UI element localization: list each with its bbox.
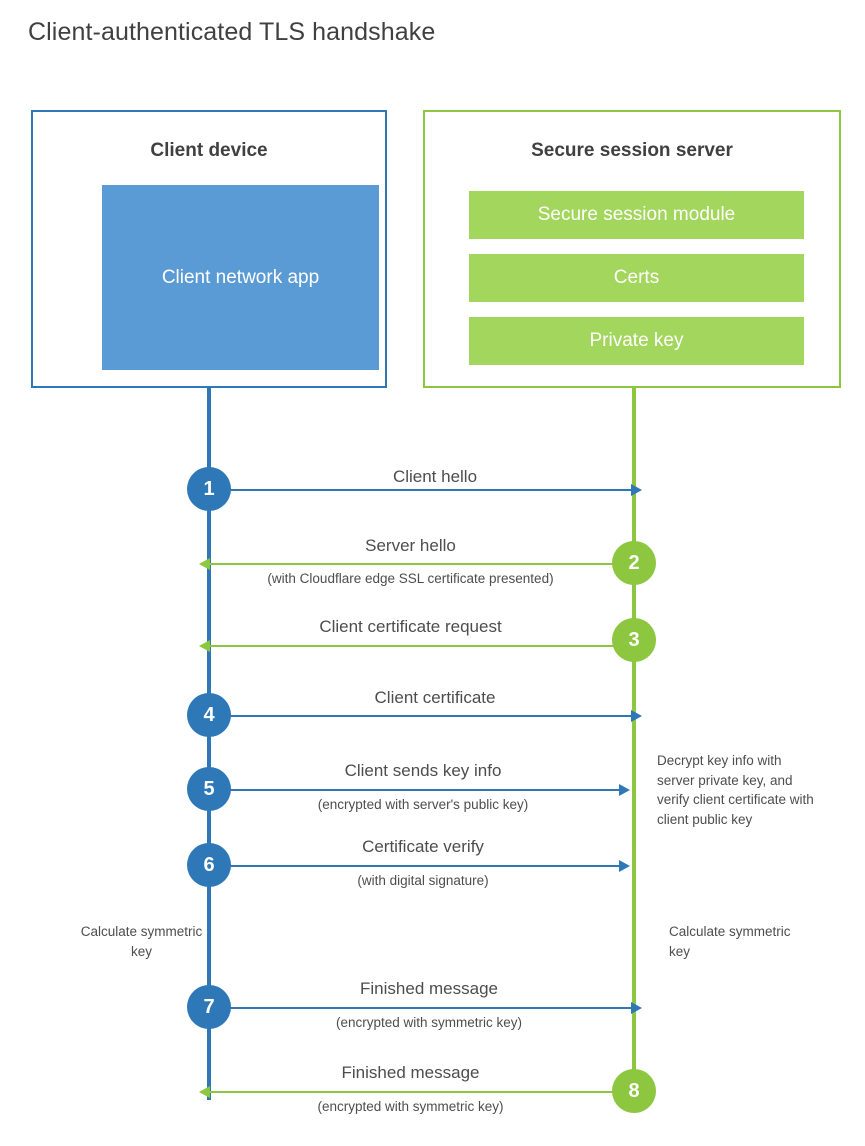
step-label-4: Client certificate — [374, 688, 496, 707]
client-device-box — [31, 110, 387, 388]
arrow-step-2 — [209, 563, 632, 565]
step-circle-3: 3 — [612, 618, 656, 662]
step-sub-5: (encrypted with server's public key) — [317, 797, 529, 812]
step-circle-8: 8 — [612, 1069, 656, 1113]
note-server-symmetric-key: Calculate symmetric key — [669, 924, 791, 959]
arrowhead-icon — [631, 1002, 642, 1014]
step-sub-8: (encrypted with symmetric key) — [317, 1099, 504, 1114]
step-circle-1: 1 — [187, 467, 231, 511]
secure-session-server-title: Secure session server — [531, 140, 733, 161]
step-sub-6: (with digital signature) — [357, 873, 489, 888]
arrowhead-icon — [619, 784, 630, 796]
step-label-3: Client certificate request — [319, 617, 502, 636]
step-circle-5: 5 — [187, 767, 231, 811]
step-label-2: Server hello — [365, 536, 456, 555]
arrowhead-icon — [619, 860, 630, 872]
step-label-7: Finished message — [360, 979, 498, 998]
note-client-symmetric-key: Calculate symmetric key — [80, 924, 203, 959]
step-circle-2: 2 — [612, 541, 656, 585]
step-circle-7: 7 — [187, 985, 231, 1029]
page-title: Client-authenticated TLS handshake — [28, 18, 436, 46]
arrow-step-6 — [209, 865, 620, 867]
arrowhead-icon — [631, 710, 642, 722]
step-label-6: Certificate verify — [362, 837, 484, 856]
arrow-step-5 — [209, 789, 620, 791]
step-sub-7: (encrypted with symmetric key) — [335, 1015, 523, 1030]
step-sub-2: (with Cloudflare edge SSL certificate presented) — [267, 571, 554, 586]
arrowhead-icon — [199, 558, 210, 570]
server-band-secure-session-module: Secure session module — [469, 191, 804, 239]
server-band-private-key: Private key — [469, 317, 804, 365]
step-circle-6: 6 — [187, 843, 231, 887]
server-band-certs: Certs — [469, 254, 804, 302]
client-network-app-block: Client network app — [102, 185, 379, 370]
step-label-1: Client hello — [392, 467, 478, 486]
note-server-decrypt: Decrypt key info with server private key, and verify client certificate with client public key — [657, 753, 814, 827]
client-device-title: Client device — [150, 140, 268, 161]
arrow-step-8 — [209, 1091, 632, 1093]
arrowhead-icon — [199, 640, 210, 652]
arrow-step-7 — [209, 1007, 632, 1009]
step-label-5: Client sends key info — [344, 761, 502, 780]
step-label-8: Finished message — [341, 1063, 480, 1082]
step-circle-4: 4 — [187, 693, 231, 737]
arrow-step-4 — [209, 715, 632, 717]
arrow-step-3 — [209, 645, 632, 647]
arrowhead-icon — [631, 484, 642, 496]
secure-session-server-box — [423, 110, 841, 388]
arrow-step-1 — [209, 489, 632, 491]
arrowhead-icon — [199, 1086, 210, 1098]
